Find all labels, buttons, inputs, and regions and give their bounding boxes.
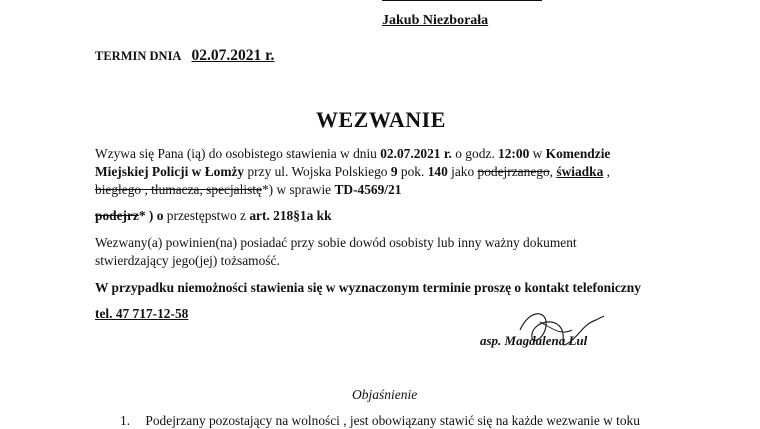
para3-line2: stwierdzający jego(jej) tożsamość. [95, 253, 280, 268]
termin-label: TERMIN DNIA [95, 49, 182, 63]
explanation-item-1 [120, 413, 640, 429]
item-number: 1. [120, 413, 131, 428]
role-witness: świadka [556, 164, 604, 179]
signatory-name: asp. Magdalena Lul [480, 333, 588, 348]
termin-line [95, 47, 274, 65]
signature-mark [500, 300, 620, 360]
para1-line2: Miejskiej Policji w Łomży przy ul. Wojska Polskiego 9 pok. 140 jako podejrzanego, świadka , [95, 164, 610, 179]
struck-podejrz: podejrz [95, 208, 139, 223]
article-ref: art. 218§1a kk [249, 208, 332, 223]
para1-line3: biegłego , tłumacza, specjalistę*) w sprawie TD-4569/21 [95, 182, 402, 197]
top-rule [382, 0, 542, 1]
struck-suspect: podejrzanego [477, 164, 550, 179]
para1-line1: Wzywa się Pana (ią) do osobistego stawienia w dniu 02.07.2021 r. o godz. 12:00 w Komendzie [95, 146, 611, 161]
document-title: WEZWANIE [316, 107, 446, 132]
contact-notice: W przypadku niemożności stawienia się w wyznaczonym terminie proszę o kontakt telefoniczny [95, 280, 641, 295]
recipient-name: Jakub Niezborała [382, 13, 489, 28]
phone-number: tel. 47 717-12-58 [95, 306, 189, 321]
struck-roles: biegłego , tłumacza, specjalistę [95, 182, 262, 197]
case-number: TD-4569/21 [334, 182, 402, 197]
para2: podejrz* ) o przestępstwo z art. 218§1a kk [95, 208, 332, 223]
explanation-heading: Objaśnienie [352, 387, 418, 402]
item-text: Podejrzany pozostający na wolności , jest obowiązany stawić się na każde wezwanie w toku [145, 413, 640, 428]
para3-line1: Wezwany(a) powinien(na) posiadać przy sobie dowód osobisty lub inny ważny dokument [95, 235, 577, 250]
termin-date: 02.07.2021 r. [191, 47, 275, 64]
